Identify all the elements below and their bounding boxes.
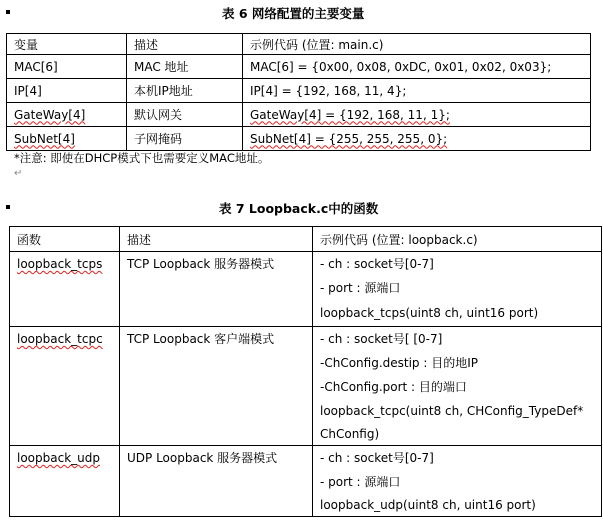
code-cell xyxy=(243,103,591,127)
caption-bullet xyxy=(6,10,10,14)
var-text: GateWay[4] xyxy=(14,107,86,122)
table6-note: *注意: 即使在DHCP模式下也需要定义MAC地址。 xyxy=(14,151,270,165)
code-cell xyxy=(313,446,602,517)
desc-cell xyxy=(120,446,313,517)
var-cell xyxy=(7,103,127,127)
desc-text: TCP Loopback 客户端模式 xyxy=(127,332,275,346)
header-cell: 示例代码 (位置: loopback.c) xyxy=(313,227,602,252)
header-cell: 描述 xyxy=(120,227,313,252)
desc-cell xyxy=(120,252,313,327)
desc-text: TCP Loopback 服务器模式 xyxy=(127,257,275,271)
header-cell: 变量 xyxy=(7,34,127,55)
table-row xyxy=(7,103,591,127)
table7-caption: 表 7 Loopback.c中的函数 xyxy=(219,201,379,216)
code-cell xyxy=(243,127,591,151)
var-text: SubNet[4] xyxy=(14,131,75,146)
code-text: SubNet[4] = {255, 255, 255, 0}; xyxy=(250,131,448,146)
code-cell xyxy=(313,327,602,446)
table-row xyxy=(10,446,602,517)
table-row xyxy=(7,127,591,151)
code-line: - ch : socket号[0-7] xyxy=(320,451,434,465)
table-row xyxy=(10,252,602,327)
code-line: - port : 源端口 xyxy=(320,475,401,489)
code-line: - ch : socket号[ [0-7] xyxy=(320,332,443,346)
caption-bullet xyxy=(6,205,10,209)
paragraph-mark-icon: ↵ xyxy=(14,168,23,179)
desc-text: UDP Loopback 服务器模式 xyxy=(127,451,278,465)
table-row xyxy=(7,55,591,79)
table7 xyxy=(9,226,602,517)
code-line: loopback_udp(uint8 ch, uint16 port) xyxy=(320,498,536,512)
func-cell xyxy=(10,327,120,446)
var-cell: IP[4] xyxy=(7,79,127,103)
code-line: -ChConfig.port : 目的端口 xyxy=(320,380,467,394)
code-line: ChConfig) xyxy=(320,427,380,441)
func-name: loopback_tcps xyxy=(17,257,103,271)
code-line: - ch : socket号[0-7] xyxy=(320,257,434,271)
table-header-row xyxy=(10,227,602,252)
desc-cell: 子网掩码 xyxy=(127,127,243,151)
header-cell: 示例代码 (位置: main.c) xyxy=(243,34,591,55)
table6 xyxy=(6,33,591,151)
var-cell: MAC[6] xyxy=(7,55,127,79)
code-cell xyxy=(313,252,602,327)
code-cell: MAC[6] = {0x00, 0x08, 0xDC, 0x01, 0x02, 0x03}; xyxy=(243,55,591,79)
header-cell: 描述 xyxy=(127,34,243,55)
code-line: loopback_tcpc(uint8 ch, CHConfig_TypeDef* xyxy=(320,404,584,418)
func-name: loopback_udp xyxy=(17,451,100,465)
code-line: - port : 源端口 xyxy=(320,281,401,295)
table6-caption: 表 6 网络配置的主要变量 xyxy=(222,6,365,21)
code-line: loopback_tcps(uint8 ch, uint16 port) xyxy=(320,306,539,320)
desc-cell xyxy=(120,327,313,446)
desc-cell: 默认网关 xyxy=(127,103,243,127)
code-line: -ChConfig.destip : 目的地IP xyxy=(320,356,478,370)
func-cell xyxy=(10,252,120,327)
desc-cell: 本机IP地址 xyxy=(127,79,243,103)
func-name: loopback_tcpc xyxy=(17,332,103,346)
var-cell xyxy=(7,127,127,151)
table-header-row xyxy=(7,34,591,55)
code-cell: IP[4] = {192, 168, 11, 4}; xyxy=(243,79,591,103)
func-cell xyxy=(10,446,120,517)
table-row xyxy=(7,79,591,103)
code-text: GateWay[4] = {192, 168, 11, 1}; xyxy=(250,107,450,122)
desc-cell: MAC 地址 xyxy=(127,55,243,79)
header-cell: 函数 xyxy=(10,227,120,252)
table-row xyxy=(10,327,602,446)
